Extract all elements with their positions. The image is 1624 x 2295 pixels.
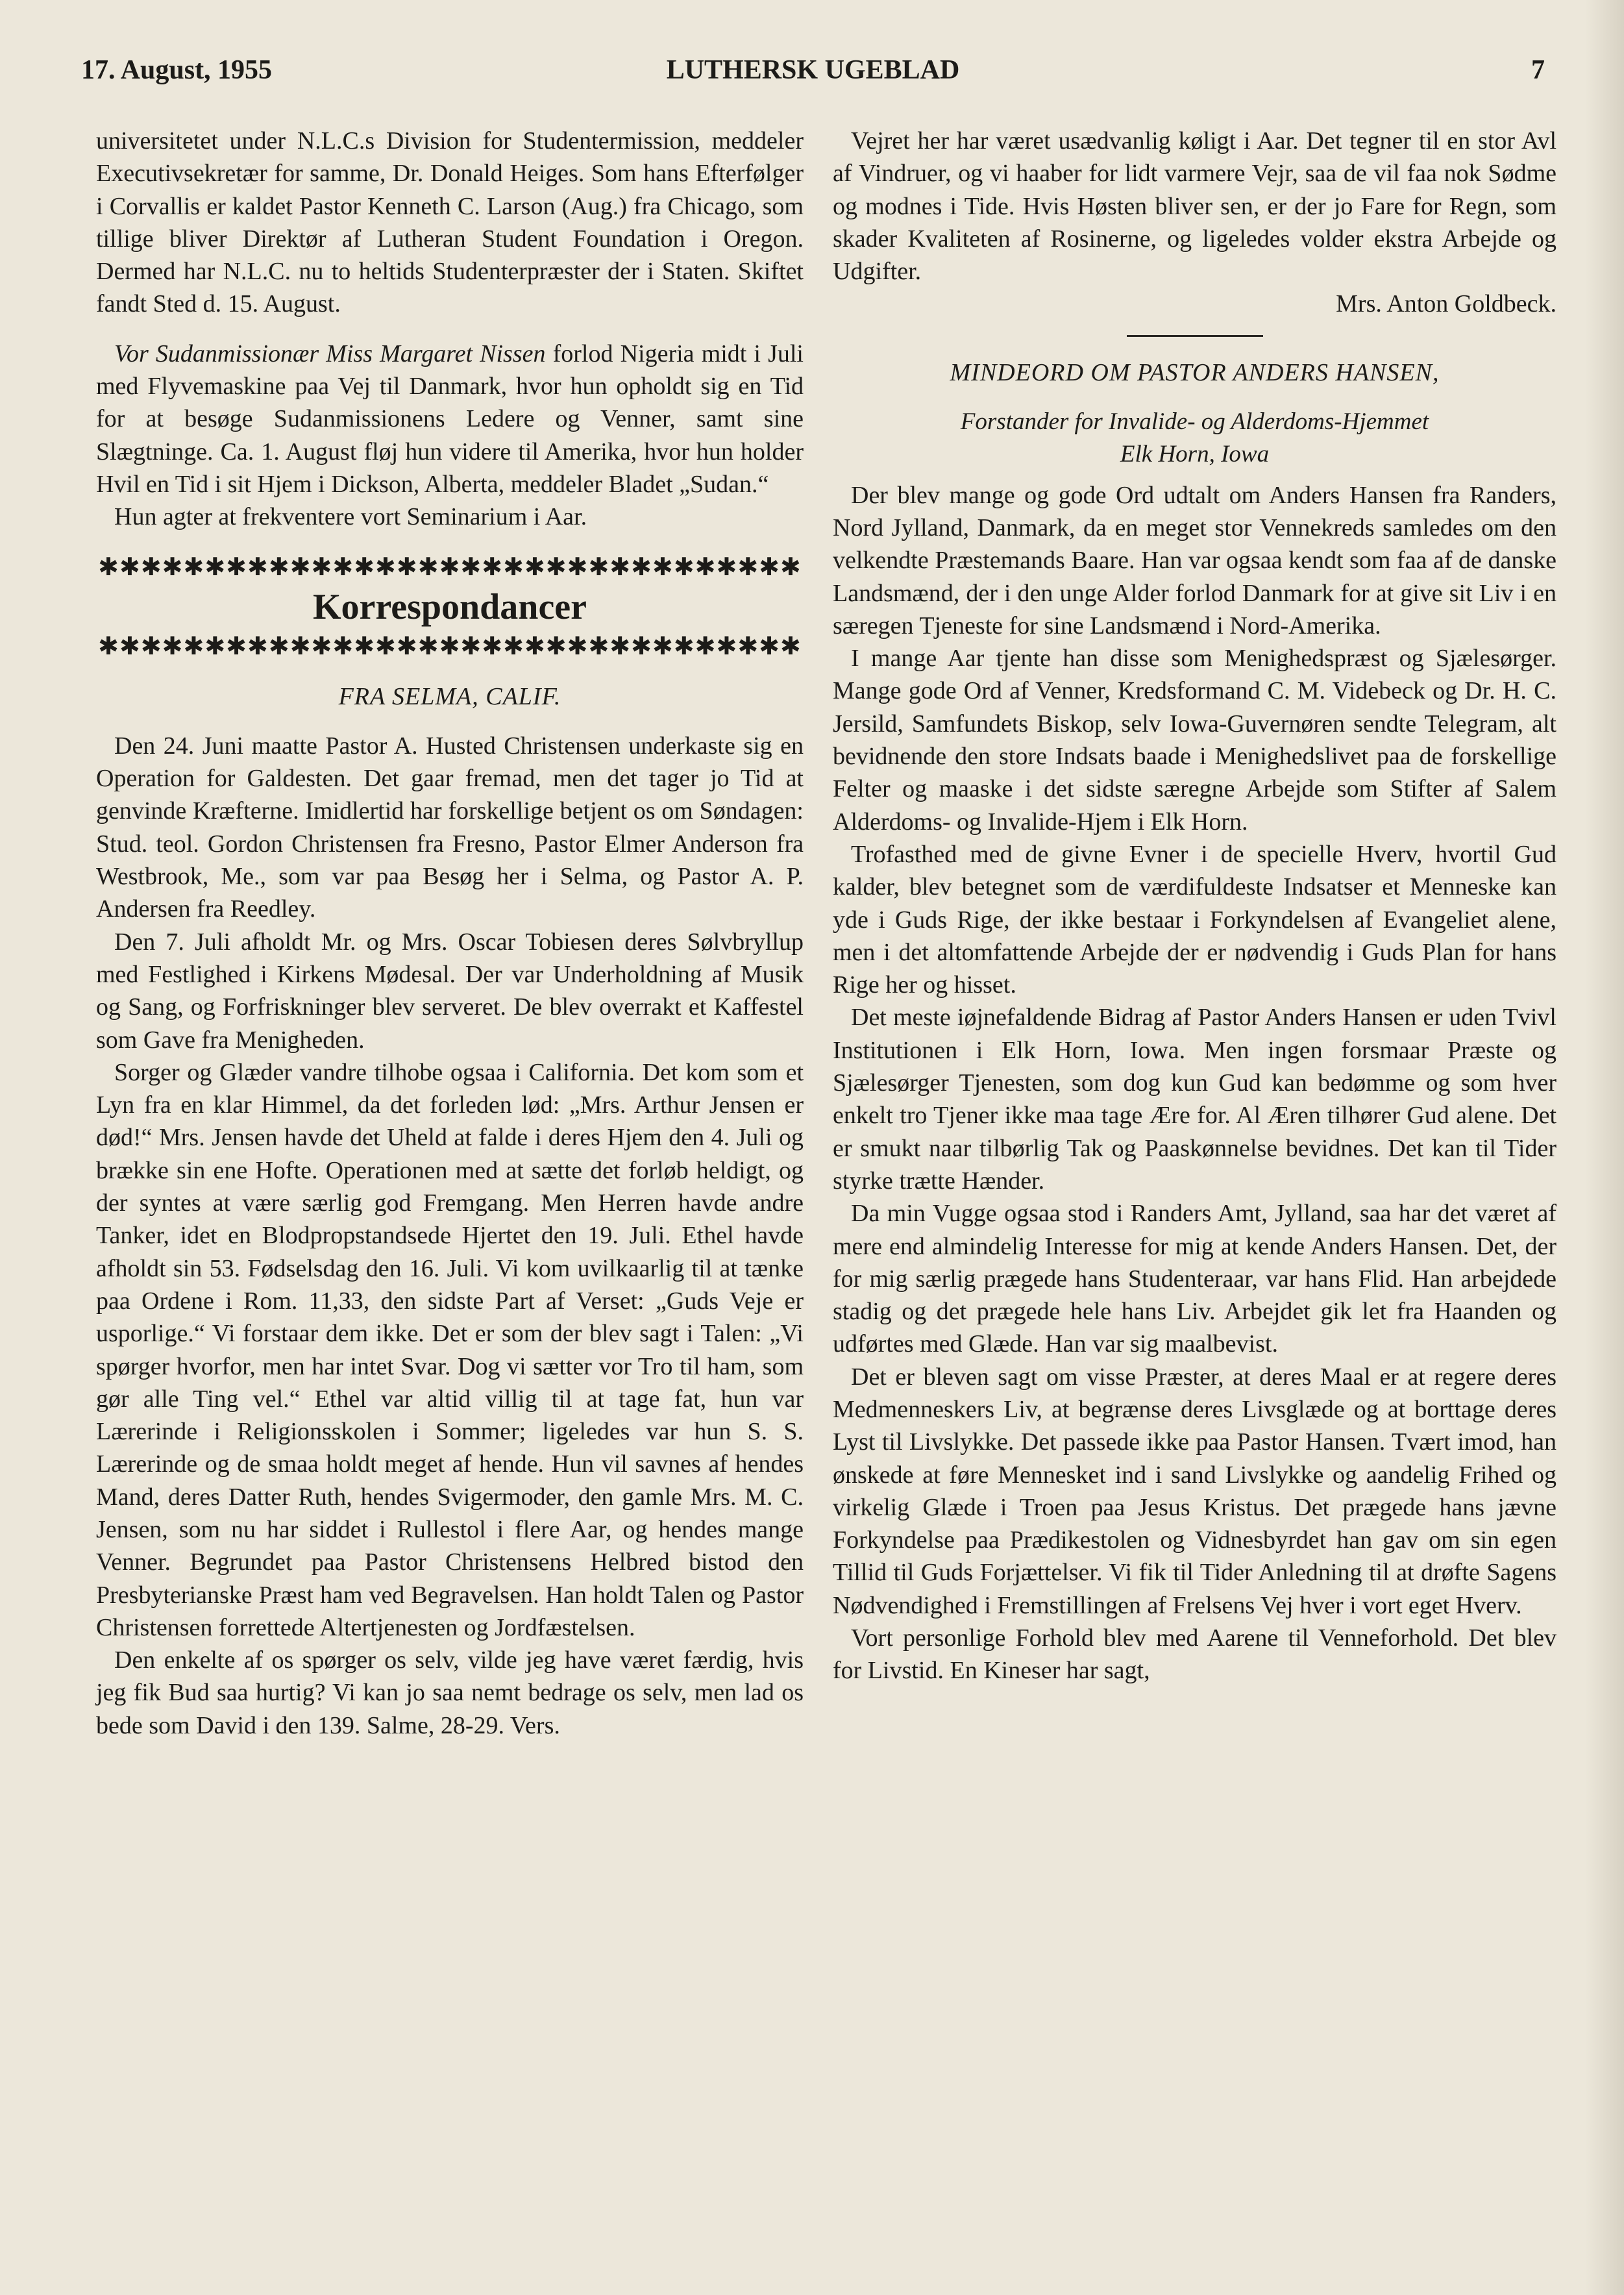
memorial-paragraph-5: Da min Vugge ogsaa stod i Randers Amt, Jylland, saa har det været af mere end almindelig Interesse for mig at kende Anders Hansen. Det, der for mig særlig prægede hans Studenteraar, var hans Flid. Han arbejdede stadig og det prægede hele hans Liv. Arbejdet gik let fra Haanden og udførtes med Glæde. Han var sig maalbevist. [833,1200,1556,1358]
spacer [96,321,804,338]
sudan-paragraph-2: Hun agter at frekventere vort Seminarium i Aar. [114,503,587,531]
page-header [81,55,1545,100]
spacer [96,534,804,551]
spacer [833,389,1556,406]
memorial-heading: MINDEORD OM PASTOR ANDERS HANSEN, [950,358,1440,386]
selma-paragraph-1: Den 24. Juni maatte Pastor A. Husted Christensen underkaste sig en Operation for Galdesten. Det gaar fremad, men det tager jo Tid at genvinde Kræfterne. Imidlertid har forskellige betjent os om Søndagen: Stud. teol. Gordon Christensen fra Fresno, Pastor Elmer Anderson fra Westbrook, Me., som var paa Besøg her i Selma, og Pastor A. P. Andersen fra Reedley. [96,732,804,923]
memorial-paragraph-4: Det meste iøjnefaldende Bidrag af Pastor Anders Hansen er uden Tvivl Institutionen i Elk Horn, Iowa. Men ingen forsmaar Præste og Sjælesørger Tjenesten, som dog kun Gud kan bedømme og som hver enkelt tro Tjener ikke maa tage Ære for. Al Æren tilhører Gud alene. Det er smukt naar tilbørlig Tak og Paaskønnelse bevidnes. Det kan til Tider styrke trætte Hænder. [833,1004,1556,1195]
newspaper-title: LUTHERSK UGEBLAD [666,55,960,85]
memorial-paragraph-7: Vort personlige Forhold blev med Aarene til Venneforhold. Det blev for Livstid. En Kineser har sagt, [833,1624,1556,1685]
memorial-paragraph-2: I mange Aar tjente han disse som Menighedspræst og Sjælesørger. Mange gode Ord af Venner, Kredsformand C. M. Videbeck og Dr. H. C. Jersild, Samfundets Biskop, selv Iowa-Guvernøren sendte Telegram, alt bevidnende den store Indsats baade i Menighedslivet paa de forskellige Felter og maaske i det sidste særegne Arbejde som Stifter af Salem Alderdoms- og Invalide-Hjem i Elk Horn. [833,645,1556,836]
memorial-paragraph-1: Der blev mange og gode Ord udtalt om Anders Hansen fra Randers, Nord Jylland, Danmark, da en meget stor Vennekreds samledes om den velkendte Præstemands Baare. Han var ogsaa kendt som faa af de danske Landsmænd, der i den unge Alder forlod Danmark for at give sit Liv i en særegen Tjeneste for sine Landsmænd i Nord-Amerika. [833,481,1556,639]
page-number: 7 [1531,55,1545,85]
sudan-lead: Vor Sudanmissionær Miss Margaret Nissen [114,340,546,367]
right-column [833,125,1556,1687]
weather-paragraph: Vejret her har været usædvanlig køligt i Aar. Det tegner til en stor Avl af Vindruer, og vi haaber for lidt varmere Vejr, saa de vil faa nok Sødme og modnes i Tide. Hvis Høsten bliver sen, er der jo Fare for Regn, som skader Kvaliteten af Rosinerne, og ligeledes volder ekstra Arbejde og Udgifter. [833,127,1556,286]
left-column [96,125,804,1742]
divider-rule [1127,335,1263,337]
issue-date: 17. August, 1955 [81,55,273,85]
selma-heading: FRA SELMA, CALIF. [338,682,561,710]
spacer [96,713,804,730]
memorial-subheading-1: Forstander for Invalide- og Alderdoms-Hjemmet [960,408,1429,436]
spacer [96,664,804,680]
page-edge-shadow [1585,0,1624,2295]
sudan-text: forlod Nigeria midt i Juli med Flyvemaskine paa Vej til Danmark, hvor hun opholdt sig en Tid for at besøge Sudanmissionens Ledere og Venner, samt sine Slægtninge. Ca. 1. August fløj hun videre til Amerika, hvor hun holder Hvil en Tid i sit Hjem i Dickson, Alberta, meddeler Bladet „Sudan.“ [96,340,804,498]
star-divider-bottom: ✱✱✱✱✱✱✱✱✱✱✱✱✱✱✱✱✱✱✱✱✱✱✱✱✱✱✱✱✱✱✱✱✱ [98,632,802,660]
student-mission-paragraph: universitetet under N.L.C.s Division for Studentermission, meddeler Executivsekretær for samme, Dr. Donald Heiges. Som hans Efterfølger i Corvallis er kaldet Pastor Kenneth C. Larson (Aug.) fra Chicago, som tillige bliver Direktør af Lutheran Student Foundation i Oregon. Dermed har N.L.C. nu to heltids Studenterpræster der i Staten. Skiftet fandt Sted d. 15. August. [96,127,804,318]
memorial-paragraph-6: Det er bleven sagt om visse Præster, at deres Maal er at regere deres Medmenneskers Liv, at begrænse deres Livsglæde og at borttage deres Lyst til Livslykke. Det passede ikke paa Pastor Hansen. Tvært imod, han ønskede at føre Mennesket ind i sand Livslykke og aandelig Frihed og virkelig Glæde i Troen paa Jesus Kristus. Det prægede hans jævne Forkyndelse paa Prædikestolen og Vidnesbyrdet han gav om sin egen Tillid til Guds Forjættelser. Vi fik til Tider Anledning til at drøfte Sagens Nødvendighed i Fremstillingen af Frelsens Vej hver i vort eget Hverv. [833,1363,1556,1619]
selma-paragraph-3: Sorger og Glæder vandre tilhobe ogsaa i California. Det kom som et Lyn fra en klar Himmel, da det forleden lød: „Mrs. Arthur Jensen er død!“ Mrs. Jensen havde det Uheld at falde i deres Hjem den 4. Juli og brække sin ene Hofte. Operationen med at sætte det forløb heldigt, og der syntes at være særlig god Fremgang. Men Herren havde andre Tanker, idet en Blodpropstandsede Hjertet den 19. Juli. Ethel havde afholdt sin 53. Fødselsdag den 16. Juli. Vi kom uvilkaarlig til at tænke paa Ordene i Rom. 11,33, den sidste Part af Verset: „Guds Veje er usporlige.“ Vi forstaar dem ikke. Det er som der blev sagt i Talen: „Vi spørger hvorfor, men har intet Svar. Dog vi sætter vor Tro til ham, som gør alle Ting vel.“ Ethel var altid villig til at tage fat, hun var Lærerinde i Religionsskolen i Sommer; ligeledes var hun S. S. Lærerinde og de smaa holdt meget af hende. Hun vil savnes af hendes Mand, deres Datter Ruth, hendes Svigermoder, den gamle Mrs. M. C. Jensen, som nu har siddet i Rullestol i flere Aar, og hendes mange Venner. Begrundet paa Pastor Christensens Helbred bistod den Presbyterianske Præst ham ved Begravelsen. Han holdt Talen og Pastor Christensen forrettede Altertjenesten og Jordfæstelsen. [96,1058,804,1641]
selma-paragraph-4: Den enkelte af os spørger os selv, vilde jeg have været færdig, hvis jeg fik Bud saa hurtig? Vi kan jo saa nemt bedrage os selv, men lad os bede som David i den 139. Salme, 28-29. Vers. [96,1646,804,1739]
section-title: Korrespondancer [312,586,587,627]
star-divider-top: ✱✱✱✱✱✱✱✱✱✱✱✱✱✱✱✱✱✱✱✱✱✱✱✱✱✱✱✱✱✱✱✱✱ [98,553,802,581]
memorial-subheading-2: Elk Horn, Iowa [1120,441,1270,468]
memorial-paragraph-3: Trofasthed med de givne Evner i de specielle Hverv, hvortil Gud kalder, blev betegnet som de værdifuldeste Indsatser et Menneske kan yde i Guds Rige, der ikke bestaar i Forkyndelsen af Evangeliet alene, men i det altomfattende Arbejde der er nødvendig i Guds Plan for hans Rige her og hisset. [833,840,1556,999]
spacer [833,471,1556,479]
signature: Mrs. Anton Goldbeck. [1336,290,1556,318]
selma-paragraph-2: Den 7. Juli afholdt Mr. og Mrs. Oscar Tobiesen deres Sølvbryllup med Festlighed i Kirkens Mødesal. Der var Underholdning af Musik og Sang, og Forfriskninger blev serveret. De blev overrakt et Kaffestel som Gave fra Menigheden. [96,928,804,1054]
sudan-paragraph [96,338,804,501]
